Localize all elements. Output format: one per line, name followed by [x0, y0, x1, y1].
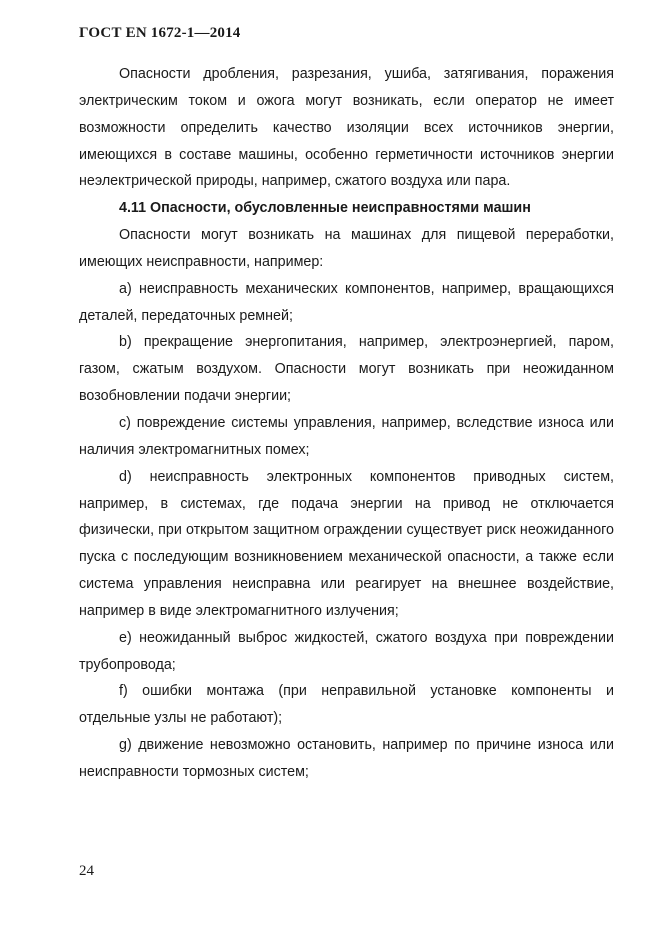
list-item-g: g) движение невозможно остановить, например по причине износа или неисправности тормозных систем; — [79, 737, 614, 780]
list-item-c: c) повреждение системы управления, например, вследствие износа или наличия электромагнитных помех; — [79, 414, 614, 458]
document-header: ГОСТ EN 1672-1—2014 — [79, 25, 241, 41]
paragraph-lead: Опасности могут возникать на машинах для пищевой переработки, имеющих неисправности, например: — [79, 227, 614, 270]
list-item-a: a) неисправность механических компонентов, например, вращающихся деталей, передаточных ремней; — [79, 280, 614, 324]
paragraph-intro: Опасности дробления, разрезания, ушиба, затягивания, поражения электрическим током и ожога могут возникать, если оператор не имеет возможности определить качество изоляции всех источников энергии, имеющихся в составе машины, особенно герметичности источников энергии неэлектрической природы, например, сжатого воздуха или пара. — [79, 66, 614, 190]
page-number: 24 — [79, 863, 94, 879]
list-item-e: e) неожиданный выброс жидкостей, сжатого воздуха при повреждении трубопровода; — [79, 629, 614, 673]
list-item-f: f) ошибки монтажа (при неправильной установке компоненты и отдельные узлы не работают); — [79, 683, 614, 727]
page-body — [79, 61, 614, 786]
section-heading: 4.11 Опасности, обусловленные неисправностями машин — [119, 200, 531, 217]
list-item-d: d) неисправность электронных компонентов приводных систем, например, в системах, где подача энергии на привод не отключается физически, при открытом защитном ограждении существует риск неожиданного пуска с последующим возникновением механической опасности, а также если система управления неисправна или реагирует на внешнее воздействие, например в виде электромагнитного излучения; — [79, 468, 614, 619]
list-item-b: b) прекращение энергопитания, например, электроэнергией, паром, газом, сжатым воздухом. Опасности могут возникать при неожиданном возобновлении подачи энергии; — [79, 334, 614, 405]
